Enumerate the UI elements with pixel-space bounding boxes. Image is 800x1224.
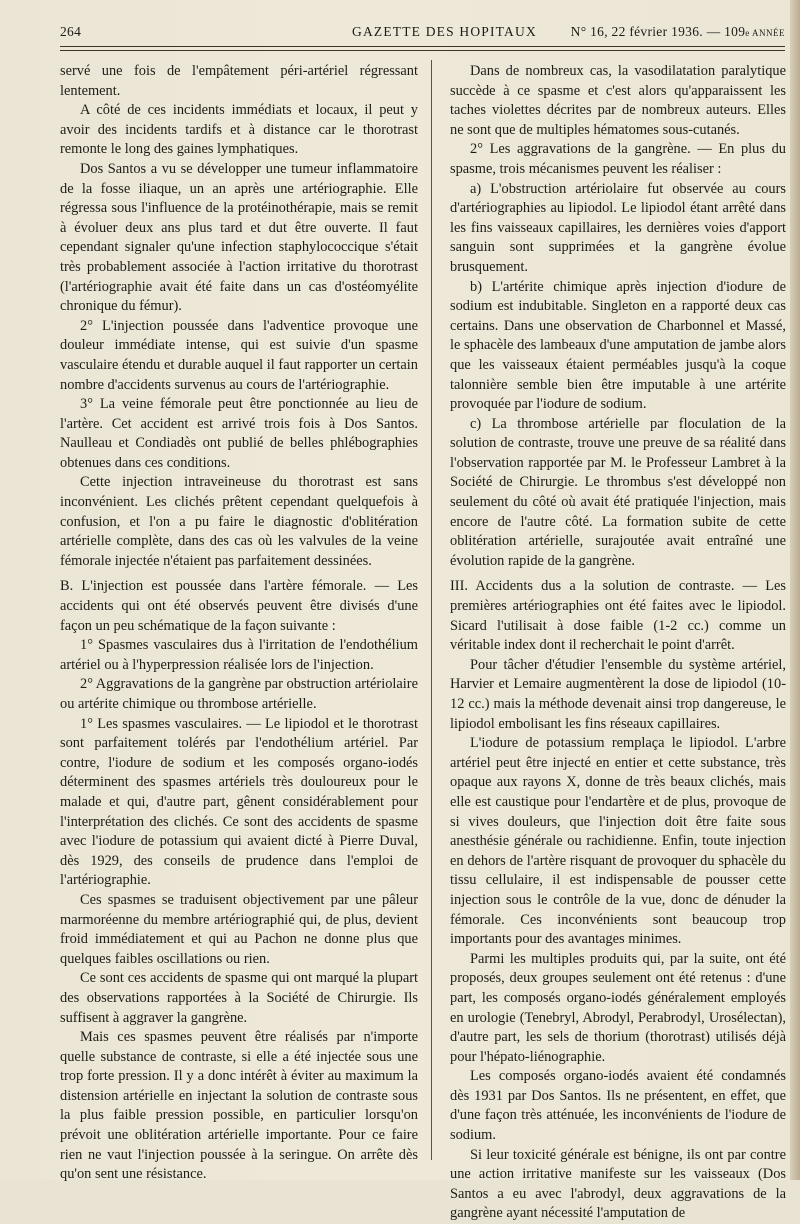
paragraph: Pour tâcher d'étudier l'ensemble du système artériel, Harvier et Lemaire augmentèrent la dose de lipiodol (10-12 cc.) mais la méthode devenait ainsi trop dangereuse, le lipiodol embolisant les fins réseaux capillaires. [450,656,786,732]
paragraph: 2° L'injection poussée dans l'adventice provoque une douleur immédiate intense, qui est suivie d'un spasme vasculaire étendu et durable auquel il faut rapporter un certain nombre d'accidents survenus au cours de l'artériographie. [60,317,418,393]
section-paragraph: III. Accidents dus a la solution de contraste. — Les premières artériographies ont été faites avec le lipiodol. Sicard l'utilisait à dose faible (1-2 cc.) comme un véritable index dont il recherchait le point d'arrêt. [450,578,786,654]
paragraph: Dans de nombreux cas, la vasodilatation paralytique succède à ce spasme et c'est alors qu'apparaissent les taches violettes décrites par de nombreux auteurs. Elles ne sont que de multiples hématomes sous-cutanés. [450,63,786,138]
paragraph: c) La thrombose artérielle par floculation de la solution de contraste, trouve une preuve de sa réalité dans l'observation rapportée par M. le Professeur Lambret à la Société de Chirurgie. Le thrombus s'est développé non seulement du côté où avait été pratiquée l'injection, mais encore de l'autre côté. La formation subite de cette oblitération artérielle, surajoutée avait entraîné une évolution rapide de la gangrène. [450,415,786,569]
page-number: 264 [60,24,82,39]
header-rule-bottom [60,50,785,51]
paragraph: Mais ces spasmes peuvent être réalisés par n'importe quelle substance de contraste, si elle a été injectée sous une trop forte pression. Il y a donc intérêt à éviter au maximum la distension artérielle en injectant la solution de contraste sous la plus faible pression possible, en particulier lorsqu'on prévoit une oblitération artérielle importante. Pour ce faire rien ne vaut l'injection poussée à la seringue. On arrête dès qu'on sent une résistance. [60,1029,418,1183]
issue-info [571,24,785,40]
paragraph: Ces spasmes se traduisent objectivement par une pâleur marmoréenne du membre artériographié qui, de plus, devient froid immédiatement et qui au Pachon ne donne plus que quelques faibles oscillations ou rien. [60,891,418,967]
page-edge [790,0,800,1180]
issue-suffix: e ANNÉE [745,28,785,38]
paragraph: L'iodure de potassium remplaça le lipiodol. L'arbre artériel peut être injecté en entier et cette substance, très opaque aux rayons X, donne de très beaux clichés, mais elle est caustique pour l'endartère et de plus, provoque de si vives douleurs, que l'injection doit être faite sous anesthésie générale ou rachidienne. Enfin, toute injection en dehors de l'artère risquant de provoquer du sphacèle du tissu cellulaire, il est indispensable de pousser cette injection sous le contrôle de la vue, donc de dénuder la fémorale. Ces inconvénients sont beaucoup trop importants pour des avantages minimes. [450,735,786,948]
running-header [60,24,785,46]
journal-title: GAZETTE DES HOPITAUX [352,24,537,39]
paragraph: Si leur toxicité générale est bénigne, ils ont par contre une action irritative manifeste sur les vaisseaux (Dos Santos a eu avec l'abrodyl, deux aggravations de la gangrène ayant nécessité l'amputation de [450,1146,786,1222]
paragraph: 1° Les spasmes vasculaires. — Le lipiodol et le thorotrast sont parfaitement tolérés par l'endothélium artériel. Par contre, l'iodure de sodium et les composés organo-iodés déterminent des spasmes artériels très douloureux pour le malade et qui, d'autre part, gênent considérablement pour l'interprétation des clichés. Ce sont des accidents de spasme avec l'iodure de potassium qui avaient dicté à Pierre Duval, dès 1929, des conseils de prudence dans l'emploi de l'artériographie. [60,715,418,889]
paragraph: Dos Santos a vu se développer une tumeur inflammatoire de la fosse iliaque, un an après une artériographie. Elle régressa sous l'influence de la protéinothérapie, mais se remit à évoluer deux ans plus tard et dut être ouverte. Il faut cependant signaler qu'une infection staphylococcique s'était très probablement associée à l'action irritative du thorotrast (l'artériographie avait été faite dans un cas d'ostéomyélite chronique du fémur). [60,160,418,315]
column-divider [431,60,432,1160]
paragraph: Les composés organo-iodés avaient été condamnés dès 1931 par Dos Santos. Ils ne présentent, en effet, que d'une façon très atténuée, les inconvénients de l'iodure de sodium. [450,1068,786,1144]
paragraph: b) L'artérite chimique après injection d'iodure de sodium est indubitable. Singleton en a rapporté deux cas certains. Dans une observation de Charbonnel et Massé, le sphacèle des lambeaux d'une amputation de jambe alors que les vaisseaux étaient perméables jusqu'à la coque talonnière semble bien être imputable à une artérite provoquée par l'iodure de sodium. [450,278,786,413]
paragraph: 2° Les aggravations de la gangrène. — En plus du spasme, trois mécanismes peuvent les réaliser : [450,141,786,177]
left-column [60,62,418,1183]
section-paragraph: B. L'injection est poussée dans l'artère fémorale. — Les accidents qui ont été observés peuvent être divisés d'une façon un peu schématique de la façon suivante : [60,578,418,634]
paragraph: Parmi les multiples produits qui, par la suite, ont été proposés, deux groupes seulement ont été retenus : d'une part, les composés organo-iodés généralement employés en urologie (Tenebryl, Abrodyl, Perabrodyl, Urosélectan), d'autre part, les sels de thorium (thorotrast) utilisés déjà pour l'hépato-liénographie. [450,950,786,1065]
issue-text: N° 16, 22 février 1936. — 109 [570,24,746,39]
paragraph: A côté de ces incidents immédiats et locaux, il peut y avoir des incidents tardifs et à distance car le thorotrast remonte le long des gaines lymphatiques. [60,102,418,158]
paragraph: 2° Aggravations de la gangrène par obstruction artériolaire ou artérite chimique ou thrombose artérielle. [60,676,418,712]
paragraph: 3° La veine fémorale peut être ponctionnée au lieu de l'artère. Cet accident est arrivé trois fois à Dos Santos. Naulleau et Condiadès ont publié de belles phlébographies obtenues dans ces conditions. [60,396,418,471]
paragraph: 1° Spasmes vasculaires dus à l'irritation de l'endothélium artériel ou à l'hyperpression réalisée lors de l'injection. [60,637,418,673]
paragraph: Ce sont ces accidents de spasme qui ont marqué la plupart des observations rapportées à la Société de Chirurgie. Ils suffisent à aggraver la gangrène. [60,970,418,1026]
paragraph: servé une fois de l'empâtement péri-artériel régressant lentement. [60,63,418,99]
header-rule-top [60,46,785,47]
right-column [450,62,786,1222]
paragraph: Cette injection intraveineuse du thorotrast est sans inconvénient. Les clichés prêtent cependant quelquefois à confusion, et l'on a pu faire le diagnostic d'oblitération artérielle complète, dans des cas où les valvules de la veine fémorale injectée n'étaient pas parfaitement dessinées. [60,474,418,569]
paragraph: a) L'obstruction artériolaire fut observée au cours d'artériographies au lipiodol. Le lipiodol étant arrêté dans les fins vaisseaux capillaires, les dernières voies d'apport sanguin sont supprimées et la gangrène évolue brusquement. [450,180,786,275]
